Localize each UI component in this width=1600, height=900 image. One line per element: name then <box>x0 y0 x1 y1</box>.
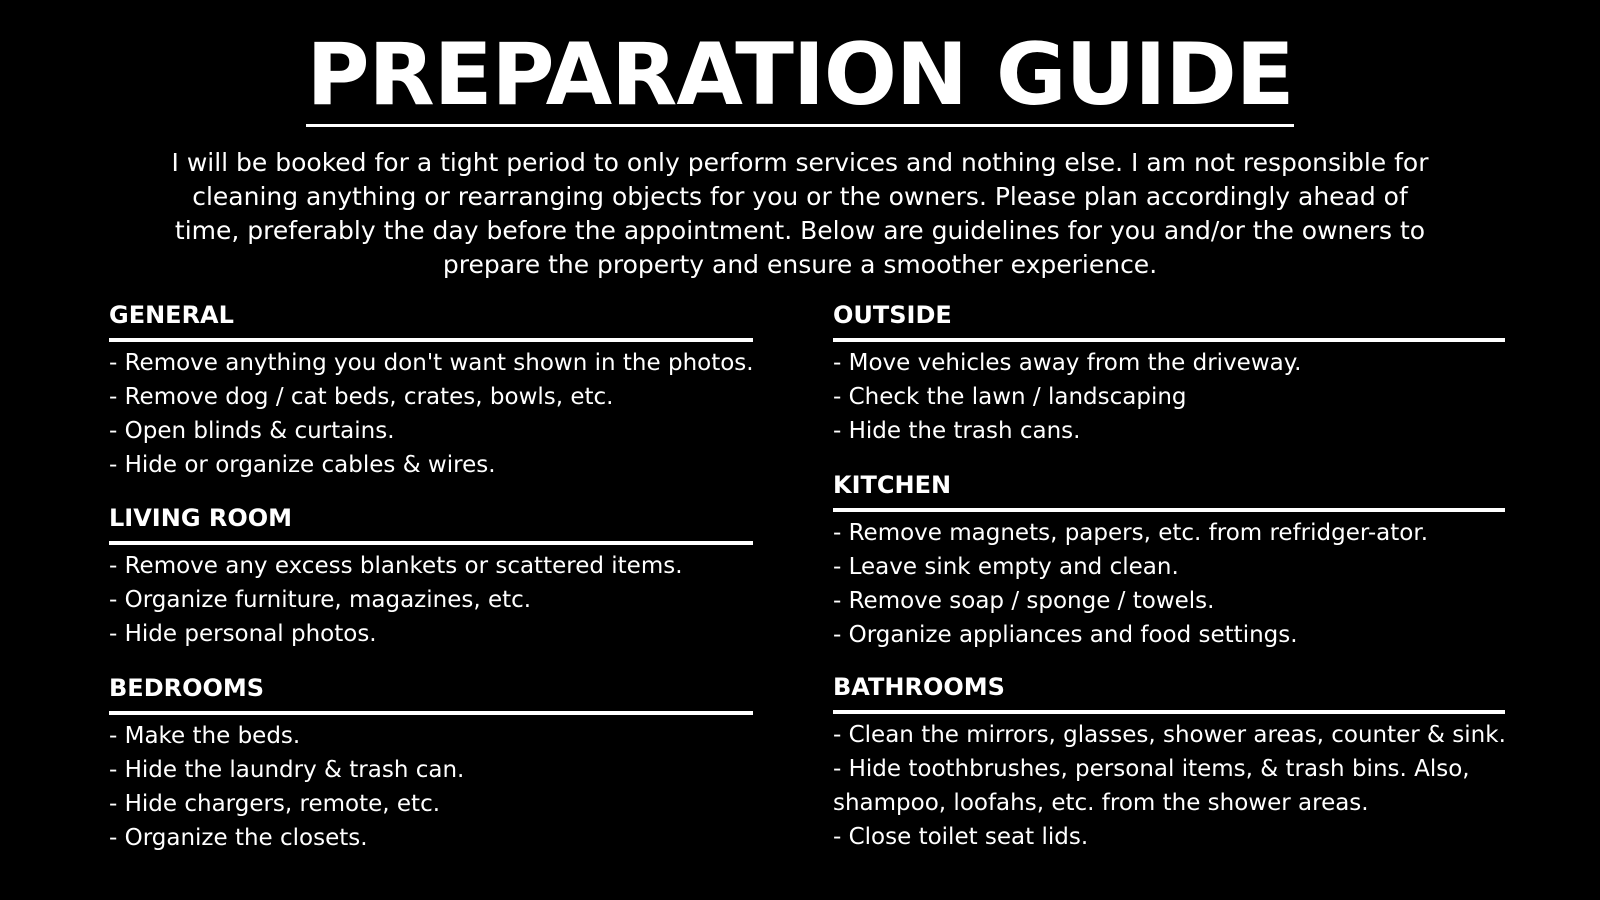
section-list <box>109 719 753 855</box>
list-item: - Organize the closets. <box>109 825 368 851</box>
list-item: - Hide personal photos. <box>109 621 377 647</box>
list-item: - Hide or organize cables & wires. <box>109 452 496 478</box>
section-heading: BEDROOMS <box>109 674 265 702</box>
list-item: - Remove any excess blankets or scattered items. <box>109 553 683 579</box>
list-item: - Clean the mirrors, glasses, shower areas, counter & sink. <box>833 722 1506 748</box>
section-divider <box>833 710 1505 714</box>
section-bathrooms <box>833 672 1505 854</box>
section-bedrooms <box>109 673 753 855</box>
section-list <box>109 346 753 482</box>
list-item: - Remove dog / cat beds, crates, bowls, etc. <box>109 384 614 410</box>
list-item: - Hide chargers, remote, etc. <box>109 791 441 817</box>
list-item: - Make the beds. <box>109 723 301 749</box>
intro-paragraph: I will be booked for a tight period to only perform services and nothing else. I am not responsible for cleaning anything or rearranging objects for you or the owners. Please plan accordingly ahead of time, preferably the day before the appointment. Below are guidelines for you and/or the owners to prepare the property and ensure a smoother experience. <box>171 148 1429 279</box>
list-item: - Remove anything you don't want shown in the photos. <box>109 350 754 376</box>
list-item: - Check the lawn / landscaping <box>833 384 1187 410</box>
section-living-room <box>109 503 753 651</box>
list-item: - Organize appliances and food settings. <box>833 622 1298 648</box>
section-outside <box>833 300 1505 448</box>
section-heading: OUTSIDE <box>833 301 952 329</box>
page-title-text: PREPARATION GUIDE <box>306 25 1294 125</box>
list-item: - Hide toothbrushes, personal items, & trash bins. Also, shampoo, loofahs, etc. from the shower areas. <box>833 756 1470 816</box>
list-item: - Open blinds & curtains. <box>109 418 395 444</box>
list-item: - Leave sink empty and clean. <box>833 554 1179 580</box>
section-general <box>109 300 753 482</box>
section-divider <box>109 338 753 342</box>
section-divider <box>109 711 753 715</box>
section-heading: LIVING ROOM <box>109 504 293 532</box>
page-title <box>0 25 1600 127</box>
list-item: - Hide the trash cans. <box>833 418 1081 444</box>
section-heading: BATHROOMS <box>833 673 1005 701</box>
list-item: - Move vehicles away from the driveway. <box>833 350 1302 376</box>
list-item: - Remove magnets, papers, etc. from refridger-ator. <box>833 520 1429 546</box>
section-list <box>833 516 1505 652</box>
section-divider <box>833 508 1505 512</box>
list-item: - Remove soap / sponge / towels. <box>833 588 1215 614</box>
section-list <box>833 718 1505 854</box>
section-divider <box>833 338 1505 342</box>
list-item: - Close toilet seat lids. <box>833 824 1089 850</box>
section-kitchen <box>833 470 1505 652</box>
section-divider <box>109 541 753 545</box>
list-item: - Organize furniture, magazines, etc. <box>109 587 532 613</box>
section-heading: GENERAL <box>109 301 234 329</box>
section-heading: KITCHEN <box>833 471 952 499</box>
list-item: - Hide the laundry & trash can. <box>109 757 465 783</box>
section-list <box>109 549 753 651</box>
section-list <box>833 346 1505 448</box>
